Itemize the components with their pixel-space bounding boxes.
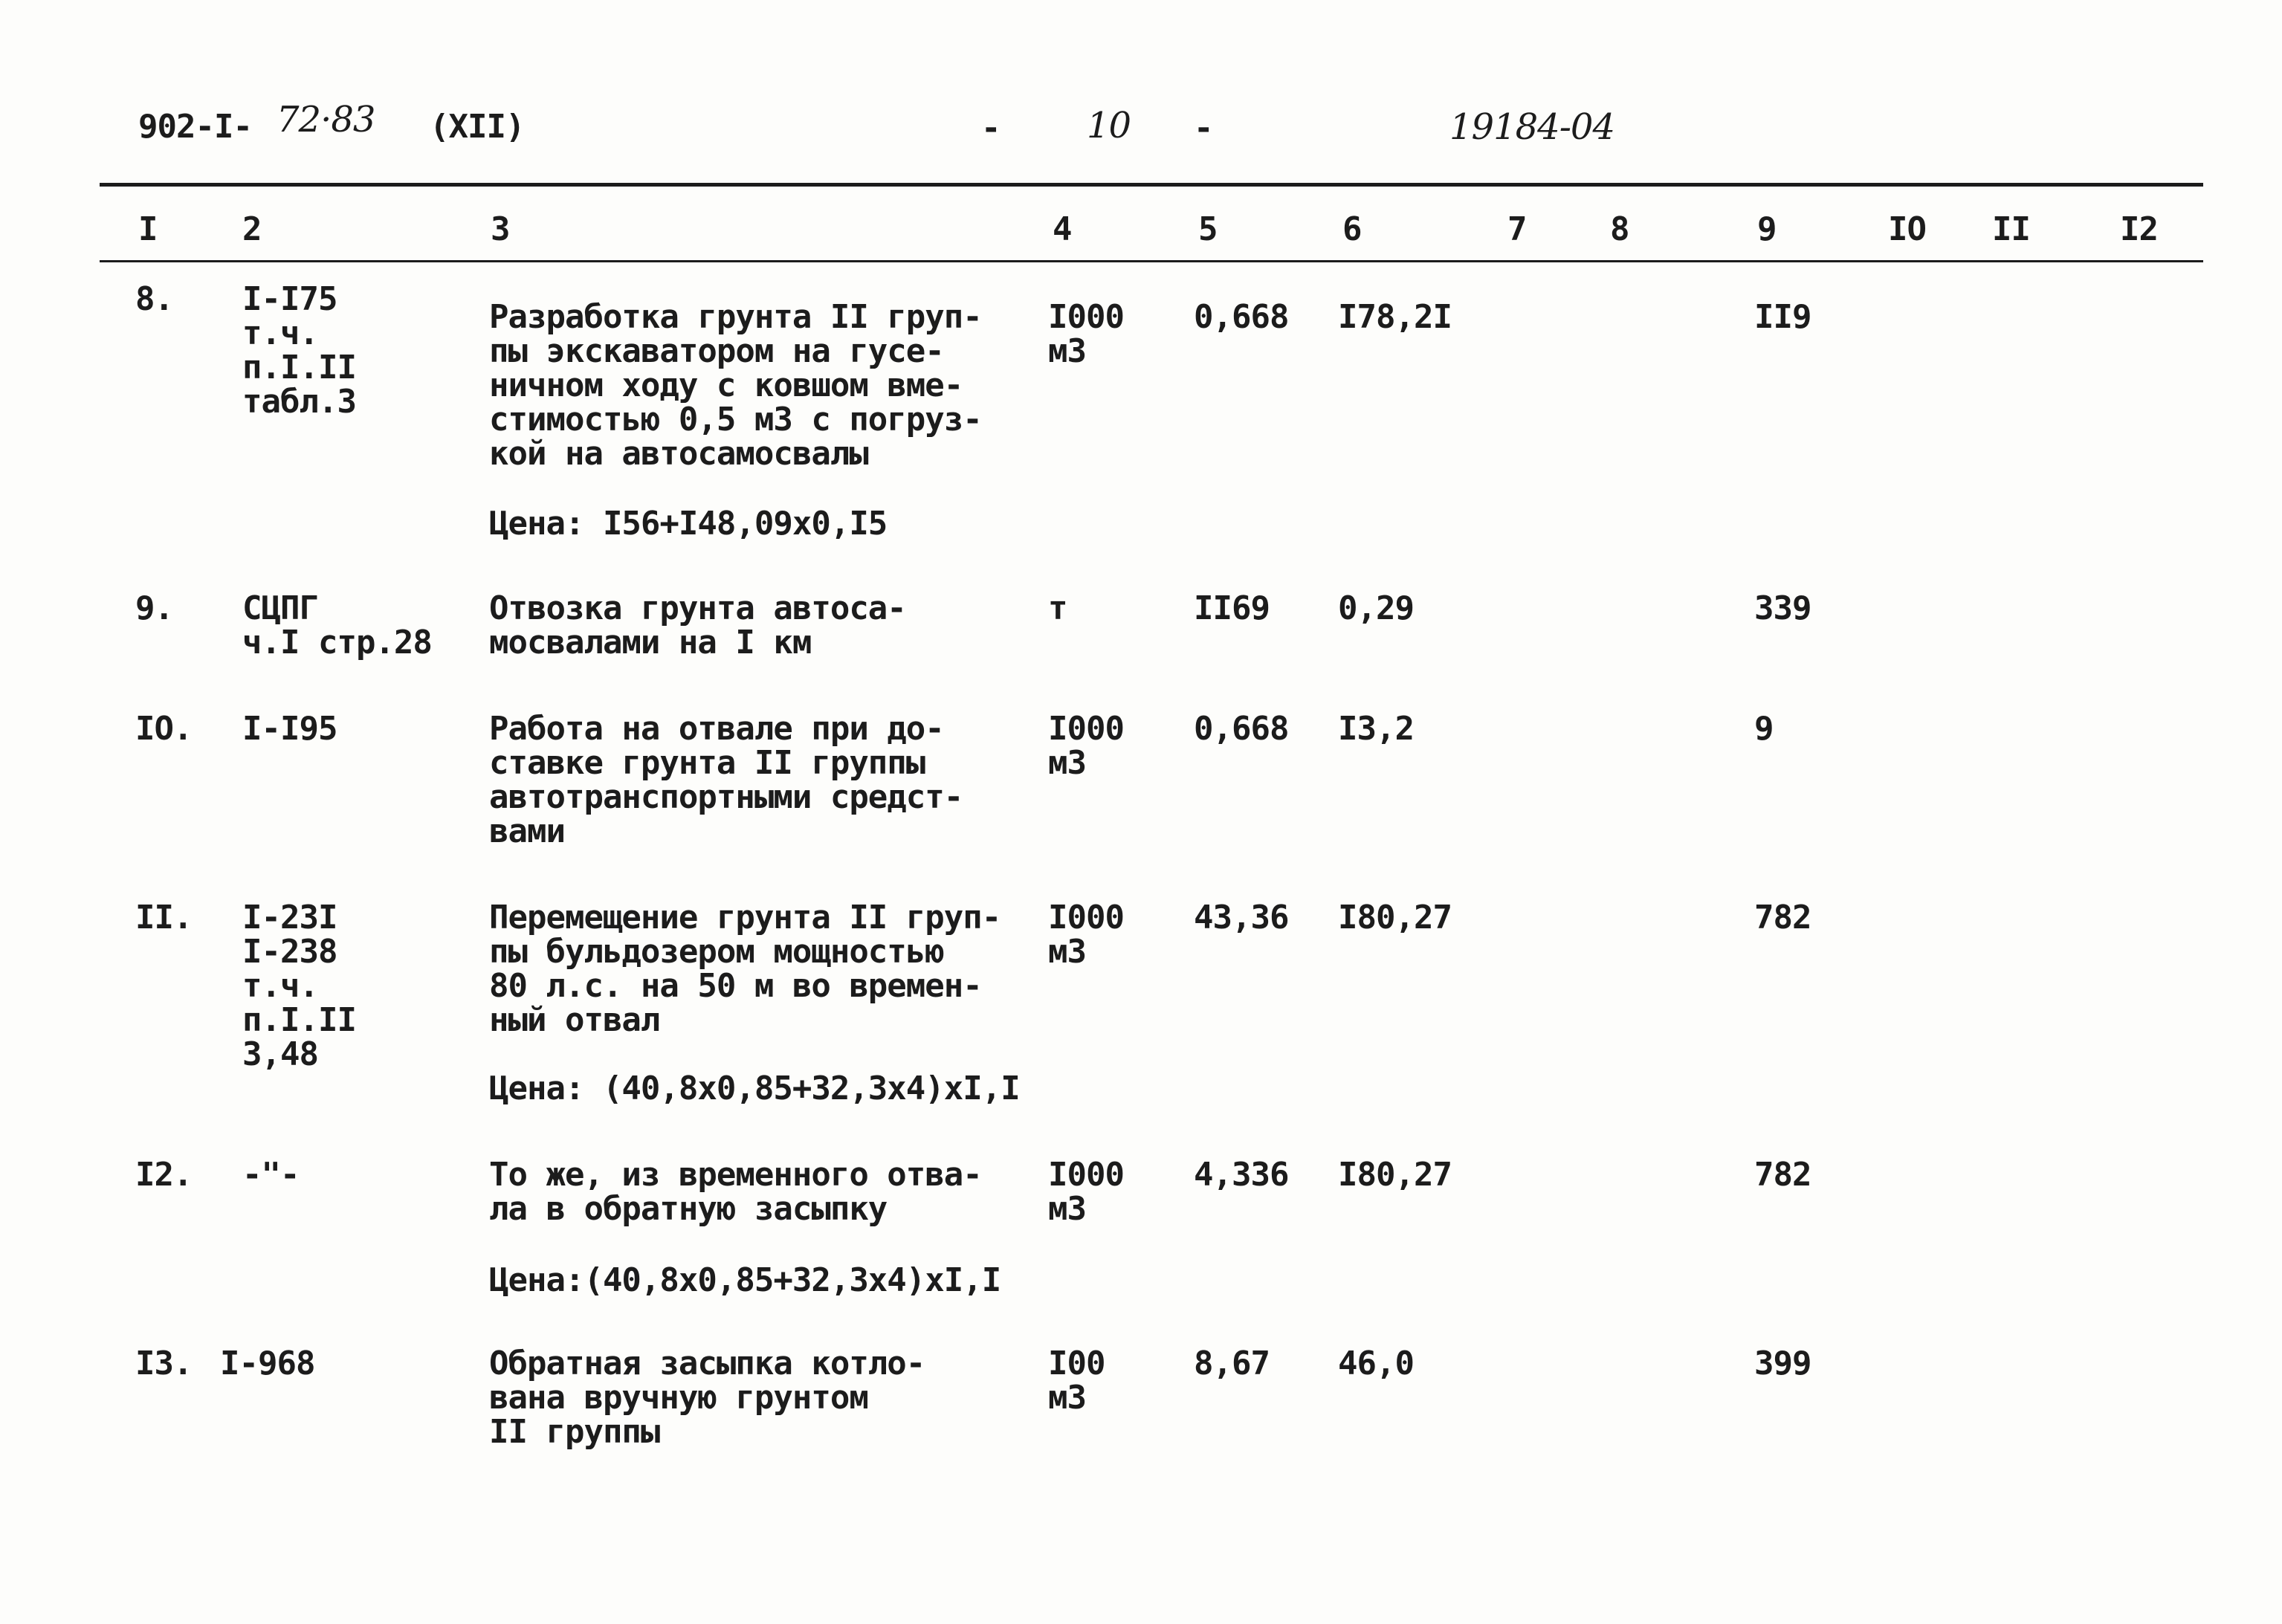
unit-rate: I80,27 [1338,899,1452,936]
column-header-9: 9 [1757,210,1777,248]
total-cost: 9 [1754,710,1774,748]
unit-rate: I80,27 [1338,1156,1452,1194]
quantity: 0,668 [1194,298,1289,336]
quantity: II69 [1194,589,1270,627]
column-header-4: 4 [1053,210,1072,248]
work-description: Перемещение грунта II груп- пы бульдозером мощностью 80 л.с. на 50 м во времен- ный отвал [489,899,1001,1039]
total-cost: 399 [1754,1345,1811,1382]
work-description: То же, из временного отва- ла в обратную засыпку [489,1156,982,1228]
registry-number: 19184-04 [1449,106,1614,148]
work-description: Отвозка грунта автоса- мосвалами на I км [489,589,906,661]
row-number: IO. [135,710,193,748]
price-note: Цена: I56+I48,09х0,I5 [489,505,888,543]
quantity: 8,67 [1194,1345,1270,1382]
column-header-2: 2 [242,210,262,248]
total-cost: 782 [1754,899,1811,936]
column-header-1: I [138,210,158,248]
total-cost: 782 [1754,1156,1811,1194]
column-header-10: IO [1888,210,1926,248]
dash-left: - [981,109,1001,147]
page-number: 10 [1087,105,1131,146]
row-number: 8. [135,280,173,318]
unit: I000 м3 [1048,710,1124,782]
dash-right: - [1194,109,1213,147]
unit: т [1048,589,1067,627]
work-description: Обратная засыпка котло- вана вручную грунтом II группы [489,1345,925,1451]
column-header-5: 5 [1198,210,1218,248]
total-cost: 339 [1754,589,1811,627]
doc-code: 902-I- [138,108,252,146]
work-description: Работа на отвале при до- ставке грунта II группы автотранспортными средст- вами [489,710,963,850]
norm-code: -"- [242,1156,300,1194]
price-note: Цена: (40,8х0,85+32,3х4)хI,I [489,1070,1020,1107]
row-number: 9. [135,589,173,627]
norm-code: СЦПГ ч.I стр.28 [242,589,432,661]
column-header-7: 7 [1507,210,1527,248]
volume-number: (XII) [430,108,525,146]
column-header-6: 6 [1342,210,1362,248]
unit-rate: 0,29 [1338,589,1414,627]
unit: I000 м3 [1048,1156,1124,1228]
total-cost: II9 [1754,298,1811,336]
header-top-rule [100,183,2203,187]
unit-rate: 46,0 [1338,1345,1414,1382]
column-header-11: II [1992,210,2030,248]
quantity: 4,336 [1194,1156,1289,1194]
unit: I000 м3 [1048,298,1124,370]
unit: I000 м3 [1048,899,1124,971]
unit-rate: I3,2 [1338,710,1414,748]
unit: I00 м3 [1048,1345,1105,1417]
norm-code: I-968 [220,1345,315,1382]
price-note: Цена:(40,8х0,85+32,3х4)хI,I [489,1261,1001,1299]
norm-code: I-I95 [242,710,337,748]
row-number: II. [135,899,193,936]
norm-code: I-23I I-238 т.ч. п.I.II 3,48 [242,899,356,1073]
work-description: Разработка грунта II груп- пы экскаватором на гусе- ничном ходу с ковшом вме- стимостью 0,5 м3 с погруз- кой на автосамосвалы [489,298,982,473]
column-header-3: 3 [491,210,510,248]
column-header-12: I2 [2120,210,2158,248]
header-bottom-rule [100,260,2203,262]
row-number: I2. [135,1156,193,1194]
doc-code-handwritten: 72·83 [277,99,375,140]
row-number: I3. [135,1345,193,1382]
quantity: 43,36 [1194,899,1289,936]
unit-rate: I78,2I [1338,298,1452,336]
column-header-8: 8 [1610,210,1629,248]
quantity: 0,668 [1194,710,1289,748]
norm-code: I-I75 т.ч. п.I.II табл.3 [242,280,356,421]
